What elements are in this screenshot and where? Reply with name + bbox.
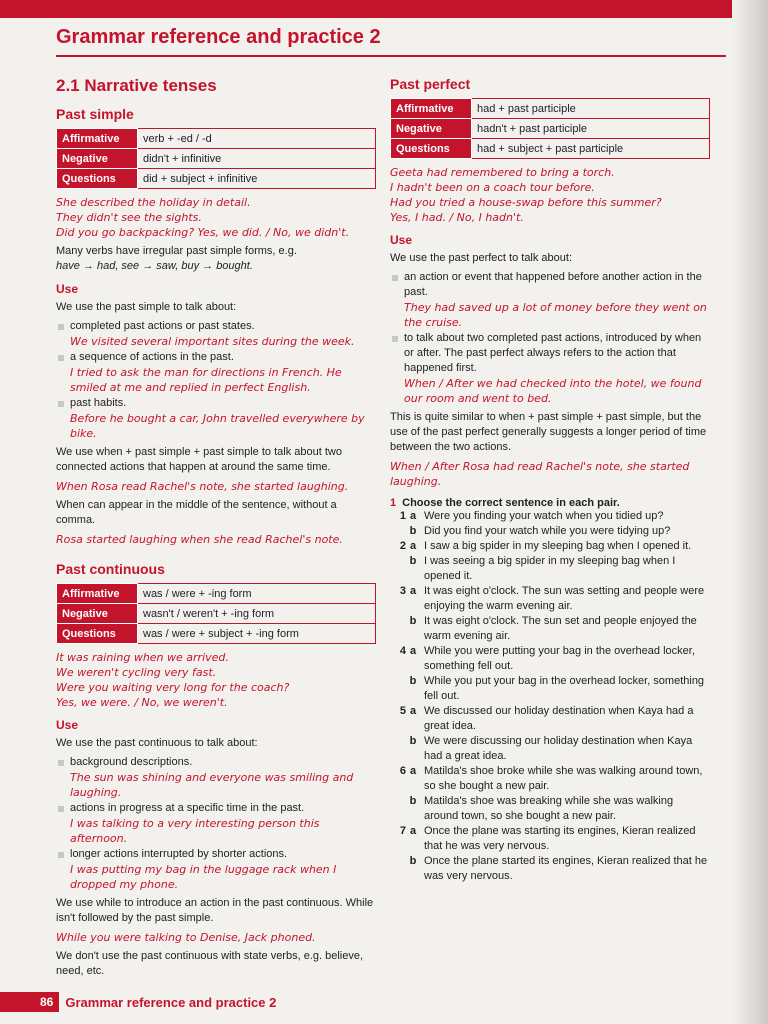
- exercise-option[interactable]: [390, 539, 710, 554]
- row-form: was / were + subject + -ing form: [138, 624, 376, 644]
- row-form: hadn't + past participle: [472, 119, 710, 139]
- past-continuous-examples: [56, 650, 376, 710]
- exercise-option[interactable]: [390, 614, 710, 644]
- while-note: We use while to introduce an action in the past continuous. While isn't followed by the past simple.: [56, 897, 374, 924]
- table-row: [57, 604, 376, 624]
- exercise-option[interactable]: [390, 509, 710, 524]
- option-text: It was eight o'clock. The sun set and people enjoyed the warm evening air.: [424, 615, 697, 642]
- table-row: [391, 139, 710, 159]
- page-title: Grammar reference and practice 2: [56, 26, 381, 48]
- past-continuous-table: [56, 583, 376, 644]
- use-heading: Use: [56, 282, 79, 296]
- exercise-option[interactable]: [390, 554, 710, 584]
- exercise-option[interactable]: [390, 674, 710, 704]
- row-form: had + past participle: [472, 99, 710, 119]
- past-perfect-uses: [390, 270, 710, 406]
- option-text: It was eight o'clock. The sun was setting and people were enjoying the warm evening air.: [424, 585, 705, 612]
- irregular-note: Many verbs have irregular past simple forms, e.g. have → had, see → saw, buy → bought.: [56, 245, 297, 272]
- option-letter: a: [409, 645, 417, 657]
- row-label: Affirmative: [391, 99, 472, 119]
- item-number: 4: [399, 645, 406, 657]
- table-row: [391, 119, 710, 139]
- when-example: When Rosa read Rachel's note, she started laughing.: [56, 480, 349, 493]
- row-form: was / were + -ing form: [138, 584, 376, 604]
- item-number: [390, 674, 406, 704]
- row-label: Affirmative: [57, 129, 138, 149]
- table-row: [57, 624, 376, 644]
- row-label: Questions: [57, 169, 138, 189]
- past-perfect-heading: Past perfect: [390, 76, 471, 92]
- option-letter: b: [409, 525, 417, 537]
- option-letter: b: [409, 555, 417, 567]
- exercise-option[interactable]: [390, 824, 710, 854]
- example-line: Yes, we were. / No, we weren't.: [56, 696, 228, 709]
- item-number: 3: [399, 585, 406, 597]
- past-perfect-examples: [390, 165, 710, 225]
- option-letter: b: [409, 675, 417, 687]
- row-label: Negative: [57, 604, 138, 624]
- use-heading: Use: [56, 718, 79, 732]
- similar-note: This is quite similar to when + past simple + past simple, but the use of the past perfect generally suggests a longer period of time between the two actions.: [390, 411, 707, 453]
- example-line: We weren't cycling very fast.: [56, 666, 217, 679]
- table-row: [57, 584, 376, 604]
- page-edge-shadow: [732, 0, 768, 1024]
- item-number: [390, 524, 406, 539]
- option-letter: b: [409, 735, 417, 747]
- item-number: [390, 554, 406, 584]
- option-letter: a: [409, 510, 417, 522]
- example-line: Had you tried a house-swap before this summer?: [390, 196, 662, 209]
- option-letter: b: [409, 855, 417, 867]
- exercise-items: [390, 509, 710, 884]
- exercise-heading: 1 Choose the correct sentence in each pair.: [390, 497, 620, 509]
- example-line: It was raining when we arrived.: [56, 651, 229, 664]
- exercise-option[interactable]: [390, 644, 710, 674]
- example-line: Were you waiting very long for the coach?: [56, 681, 290, 694]
- left-column: [56, 76, 376, 983]
- past-simple-examples: [56, 195, 376, 240]
- example-line: I hadn't been on a coach tour before.: [390, 181, 595, 194]
- table-row: [391, 99, 710, 119]
- row-label: Questions: [57, 624, 138, 644]
- item-number: 2: [399, 540, 406, 552]
- item-number: [390, 794, 406, 824]
- exercise-option[interactable]: [390, 734, 710, 764]
- exercise-option[interactable]: [390, 584, 710, 614]
- while-example: While you were talking to Denise, Jack phoned.: [56, 931, 316, 944]
- state-note: We don't use the past continuous with state verbs, e.g. believe, need, etc.: [56, 950, 364, 977]
- use-intro: We use the past perfect to talk about:: [390, 252, 573, 264]
- example-line: She described the holiday in detail.: [56, 196, 251, 209]
- row-label: Affirmative: [57, 584, 138, 604]
- example-line: Did you go backpacking? Yes, we did. / No, we didn't.: [56, 226, 350, 239]
- item-number: [390, 614, 406, 644]
- example-line: They didn't see the sights.: [56, 211, 202, 224]
- table-row: [57, 169, 376, 189]
- right-column: [390, 76, 710, 884]
- use-intro: We use the past continuous to talk about:: [56, 737, 258, 749]
- similar-example: When / After Rosa had read Rachel's note, she started laughing.: [390, 460, 690, 488]
- table-row: [57, 149, 376, 169]
- past-simple-table: [56, 128, 376, 189]
- row-label: Negative: [391, 119, 472, 139]
- list-item: past habits. Before he bought a car, John travelled everywhere by bike.: [56, 396, 376, 441]
- list-item: actions in progress at a specific time in the past. I was talking to a very interesting person this afternoon.: [56, 801, 376, 846]
- exercise-1: [390, 497, 710, 884]
- option-letter: b: [409, 795, 417, 807]
- row-label: Negative: [57, 149, 138, 169]
- past-continuous-heading: Past continuous: [56, 561, 165, 577]
- option-letter: b: [409, 615, 417, 627]
- option-letter: a: [409, 540, 417, 552]
- option-text: Matilda's shoe broke while she was walking around town, so she bought a new pair.: [424, 765, 703, 792]
- option-letter: a: [409, 765, 417, 777]
- page-footer: [0, 990, 330, 1014]
- list-item: to talk about two completed past actions, introduced by when or after. The past perfect always refers to the action that happened first. When / After we had checked into the hotel, we found our room and went to bed.: [390, 331, 710, 406]
- table-row: [57, 129, 376, 149]
- exercise-option[interactable]: [390, 794, 710, 824]
- top-color-bar: [0, 0, 768, 18]
- item-number: 5: [399, 705, 406, 717]
- list-item: completed past actions or past states. We visited several important sites during the week.: [56, 319, 376, 349]
- title-rule: [56, 55, 726, 57]
- option-text: While you put your bag in the overhead locker, something fell out.: [424, 675, 705, 702]
- option-text: Did you find your watch while you were tidying up?: [424, 525, 671, 537]
- option-text: We discussed our holiday destination when Kaya had a great idea.: [424, 705, 694, 732]
- option-text: While you were putting your bag in the overhead locker, something fell out.: [424, 645, 695, 672]
- middle-note: When can appear in the middle of the sentence, without a comma.: [56, 499, 337, 526]
- option-text: We were discussing our holiday destination when Kaya had a great idea.: [424, 735, 693, 762]
- item-number: [390, 854, 406, 884]
- list-item: a sequence of actions in the past. I tried to ask the man for directions in French. He smiled at me and replied in perfect English.: [56, 350, 376, 395]
- use-heading: Use: [390, 233, 413, 247]
- row-form: didn't + infinitive: [138, 149, 376, 169]
- row-label: Questions: [391, 139, 472, 159]
- option-letter: a: [409, 585, 417, 597]
- middle-example: Rosa started laughing when she read Rachel's note.: [56, 533, 343, 546]
- row-form: had + subject + past participle: [472, 139, 710, 159]
- option-text: Matilda's shoe was breaking while she was walking around town, so she bought a new pair.: [424, 795, 674, 822]
- item-number: 6: [399, 765, 406, 777]
- list-item: longer actions interrupted by shorter actions. I was putting my bag in the luggage rack when I dropped my phone.: [56, 847, 376, 892]
- when-note: We use when + past simple + past simple to talk about two connected actions that happen at around the same time.: [56, 446, 342, 473]
- option-text: I was seeing a big spider in my sleeping bag when I opened it.: [424, 555, 676, 582]
- option-text: Were you finding your watch when you tidied up?: [424, 510, 664, 522]
- past-perfect-table: [390, 98, 710, 159]
- example-line: Geeta had remembered to bring a torch.: [390, 166, 615, 179]
- option-text: Once the plane was starting its engines, Kieran realized that he was very nervous.: [424, 825, 696, 852]
- footer-text: Grammar reference and practice 2: [65, 994, 277, 1010]
- exercise-option[interactable]: [390, 704, 710, 734]
- row-form: verb + -ed / -d: [138, 129, 376, 149]
- list-item: background descriptions. The sun was shining and everyone was smiling and laughing.: [56, 755, 376, 800]
- use-intro: We use the past simple to talk about:: [56, 301, 237, 313]
- example-line: Yes, I had. / No, I hadn't.: [390, 211, 524, 224]
- section-title: 2.1 Narrative tenses: [56, 76, 217, 95]
- exercise-option[interactable]: [390, 764, 710, 794]
- exercise-option[interactable]: [390, 524, 710, 539]
- item-number: [390, 734, 406, 764]
- row-form: did + subject + infinitive: [138, 169, 376, 189]
- past-continuous-uses: [56, 755, 376, 892]
- past-simple-uses: [56, 319, 376, 441]
- option-letter: a: [409, 705, 417, 717]
- item-number: 1: [399, 510, 406, 522]
- option-letter: a: [409, 825, 417, 837]
- option-text: Once the plane started its engines, Kieran realized that he was very nervous.: [424, 855, 708, 882]
- list-item: an action or event that happened before another action in the past. They had saved up a lot of money before they went on the cruise.: [390, 270, 710, 330]
- row-form: wasn't / weren't + -ing form: [138, 604, 376, 624]
- exercise-option[interactable]: [390, 854, 710, 884]
- item-number: 7: [399, 825, 406, 837]
- page-number: 86: [0, 992, 59, 1012]
- option-text: I saw a big spider in my sleeping bag when I opened it.: [424, 540, 692, 552]
- past-simple-heading: Past simple: [56, 106, 134, 122]
